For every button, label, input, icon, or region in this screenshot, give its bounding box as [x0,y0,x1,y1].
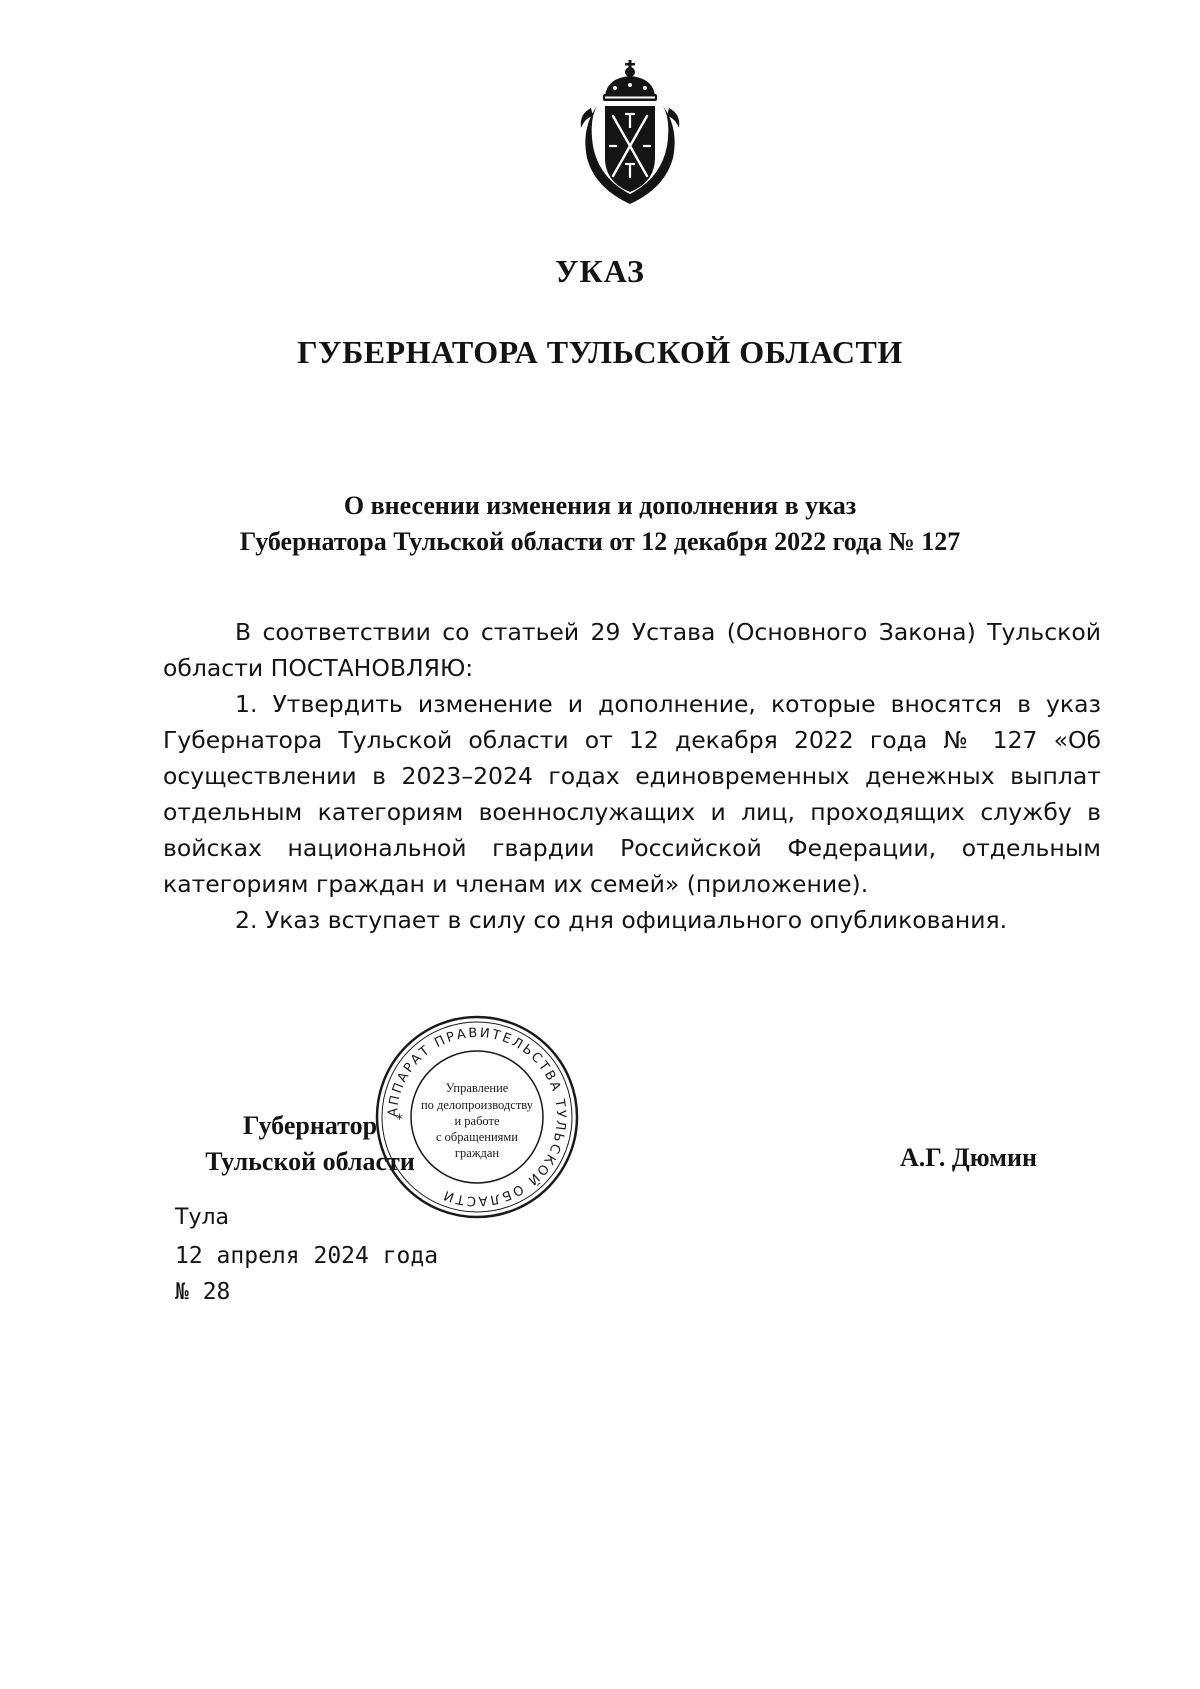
official-stamp [372,1012,582,1222]
document-subject [0,488,1200,560]
stamp-center-line-3: и работе [454,1114,500,1128]
document-city: Тула [175,1205,230,1230]
subject-line-1: О внесении изменения и дополнения в указ [343,491,857,520]
item-2-paragraph: 2. Указ вступает в силу со дня официального опубликования. [235,906,1008,934]
item-1-paragraph: 1. Утвердить изменение и дополнение, которые вносятся в указ Губернатора Тульской области от 12 декабря 2022 года № 127 «Об осуществлении в 2023–2024 годах единовременных денежных выплат отдельным категориям военнослужащих и лиц, проходящих службу в войсках национальной гвардии Российской Федерации, отдельным категориям граждан и членам их семей» (приложение). [163,690,1101,898]
stamp-center-line-1: Управление [445,1081,509,1095]
signatory-position-line-2: Тульской области [205,1147,415,1176]
stamp-center-line-5: граждан [454,1146,500,1160]
subject-line-2: Губернатора Тульской области от 12 декабря 2022 года № 127 [239,527,961,556]
tula-coat-of-arms-icon [575,58,685,208]
preamble-paragraph: В соответствии со статьей 29 Устава (Основного Закона) Тульской области ПОСТАНОВЛЯЮ: [163,618,1101,682]
document-number: № 28 [175,1279,231,1305]
document-issuer: ГУБЕРНАТОРА ТУЛЬСКОЙ ОБЛАСТИ [297,334,903,370]
stamp-center-line-2: по делопроизводству [420,1098,534,1112]
document-body [163,614,1101,938]
signatory-position-line-1: Губернатор [242,1111,378,1140]
document-date: 12 апреля 2024 года [175,1243,439,1269]
svg-text:*: * [396,1112,403,1128]
document-title: УКАЗ [555,253,645,289]
stamp-ring-text: АППАРАТ ПРАВИТЕЛЬСТВА ТУЛЬСКОЙ ОБЛАСТИ [385,1025,569,1209]
signatory-name: А.Г. Дюмин [900,1143,1037,1172]
stamp-center-line-4: с обращениями [436,1130,518,1144]
